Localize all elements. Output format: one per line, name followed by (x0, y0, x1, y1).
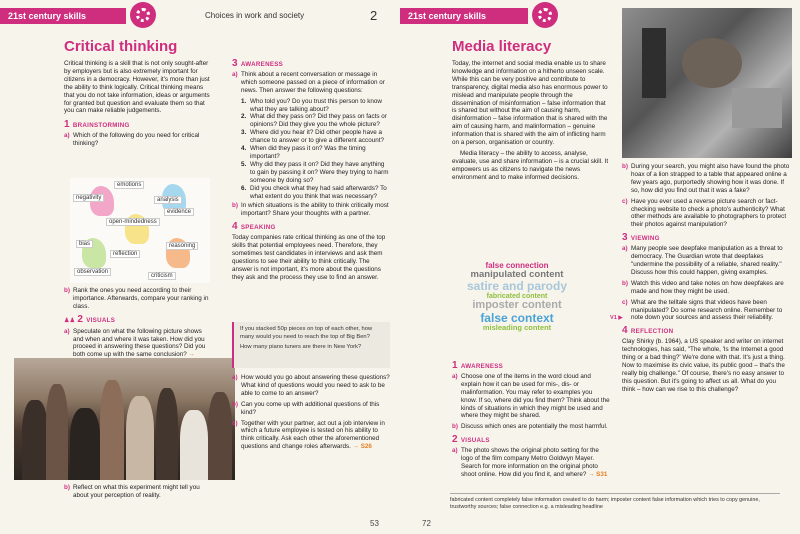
word-label: evidence (164, 208, 194, 216)
section-2-heading: ♟♟ 2 VISUALS (64, 313, 116, 325)
footnote: fabricated content completely false information created to do harm; imposter content false information which tries to copy genuine, trustworthy sources; false connection e.g. a misleading headline (450, 493, 780, 511)
section-1-heading: 1 AWARENESS (452, 360, 504, 371)
speaking-text: Today companies rate critical thinking as one of the top skills that potential employees need. Therefore, they sometimes test candidates in interviews and ask them questions to see their ability to think critically. The answer is not important, it's more about the questions they ask and the process they use to find an answer. (232, 234, 386, 281)
word-label: reflection (110, 250, 140, 258)
chapter-number: 2 (370, 8, 378, 23)
list-item: 4. When did they pass it on? Was the timing important? (241, 145, 366, 160)
page-title: Media literacy (452, 38, 552, 55)
task-2b: b) During your search, you might also have found the photo hoax of a lion strapped to a table that appeared online a few years ago, purportedly showing how it was done. If so, how did you find out that it was a fake? (622, 163, 790, 194)
cloud-word: fabricated content (486, 292, 548, 300)
intro-text-2: Media literacy – the ability to access, analyse, evaluate, use and share information – is a crucial skill. It empowers us as citizens to navigate the news environment and to make informed decisions. (452, 149, 609, 181)
word-label: observation (74, 268, 111, 276)
reflection-text: Clay Shirky (b. 1964), a US speaker and writer on internet technologies, has said, "The whole, 'Is the Internet a good thing or a bad thing?' We're done with that. It's just a thing. Now to maximise its civic value, its public good – that's the really big challenge." Of course, there's no easy answer to this question. But it's going to affect us all. What do you think – how can we rise to this challenge? (622, 338, 785, 393)
cloud-word: false context (480, 310, 554, 325)
word-label: bias (76, 240, 93, 248)
task-4a: a) How would you go about answering these questions? What kind of questions would you need to ask to be able to come to an answer? (232, 374, 390, 397)
cloud-word: satire and parody (466, 279, 568, 294)
task-2a: a) The photo shows the original photo setting for the logo of the film company Metro Goldwyn Mayer. Search for more information on the original photo shoot online. How did you find it, and where? → S31 (452, 447, 608, 478)
intro-text: Today, the internet and social media enable us to share knowledge and information on a hitherto unseen scale. While this can be very positive and contribute to transparency, digital media also has enormous power to mislead and manipulate people through the dissemination of misinformation – false information that is shared but without the aim of causing harm, disinformation – false information that is shared with the aim of causing harm, and malinformation – genuine information that is shared with the aim of inflicting harm on a person, organisation or country. (452, 60, 608, 147)
task-3a: a) Many people see deepfake manipulation as a threat to democracy. The Guardian wrote that deepfakes "undermine the possibility of a reliable, shared reality." Discuss how this could happen, giving examples. (622, 245, 783, 276)
quote-1: If you stacked 50p pieces on top of each other, how many would you need to reach the top of Big Ben? (240, 326, 373, 340)
cloud-word: imposter content (472, 299, 562, 312)
quote-2: How many piano tuners are there in New York? (240, 343, 362, 350)
pair-work-icon: ♟♟ (64, 317, 76, 324)
left-column-2b (232, 374, 390, 454)
word-label: criticism (148, 272, 176, 280)
video-icon[interactable]: V1 ▶ (610, 315, 623, 321)
section-3-heading: 3 VIEWING (622, 232, 660, 244)
left-column-1 (64, 60, 212, 151)
task-1a: a) Choose one of the items in the word cloud and explain how it can be used for mis-, dis- or malinformation. You may refer to examples you know. If so, where did you find them? Think about the kinds of situations in which they might be used and where they might be shared. (452, 372, 610, 420)
right-column-1b (452, 362, 610, 482)
reference-link[interactable]: → S26 (352, 443, 372, 451)
cloud-word: false connection (485, 261, 549, 270)
word-label: analysis (154, 196, 182, 204)
list-item: 5. Why did they pass it on? Did they have anything to gain by passing it on? Were they trying to harm someone by doing so? (241, 160, 389, 184)
reference-link[interactable]: → (188, 351, 195, 359)
left-column-2 (232, 60, 390, 285)
word-cloud (452, 262, 582, 346)
lion-photo (622, 8, 792, 158)
word-label: reasoning (166, 242, 198, 250)
task-3b: b) In which situations is the ability to think critically most important? Share your thoughts with a partner. (232, 202, 389, 218)
word-label: negativity (73, 194, 104, 202)
task-1a: a) Which of the following do you need for critical thinking? (64, 132, 200, 148)
section-1-heading: 1 BRAINSTORMING (64, 119, 130, 131)
task-4c: c) Together with your partner, act out a job interview in which a future employee is tested on his ability to think critically. Ask each other the aforementioned questions and change roles afterwards. → S26 (232, 419, 385, 451)
task-2b: b) Reflect on what this experiment might tell you about your perception of reality. (64, 484, 200, 499)
task-2a: a) Speculate on what the following picture shows and when and where it was taken. How did you proceed in answering these questions? Did you both come up with the same conclusion? → (64, 328, 212, 368)
task-4b: b) Can you come up with additional questions of this kind? (232, 400, 380, 416)
task-3c: c) What are the telltale signs that videos have been manipulated? Do some research online. Remember to note down your sources and assess their reliability. (622, 298, 783, 322)
chapter-title: Choices in work and society (205, 11, 305, 20)
word-label: open-mindedness (106, 218, 160, 226)
task-3b: b) Watch this video and take notes on how deepfakes are made and how they might be used. (622, 279, 784, 295)
task-1b: b) Rank the ones you need according to their importance. Afterwards, compare your ranking in class. (64, 287, 209, 310)
list-item: 2. What did they pass on? Did they pass on facts or opinions? Did they give you the whole picture? (241, 113, 387, 129)
section-tab: 21st century skills (0, 8, 126, 24)
task-2c: c) Have you ever used a reverse picture search or fact-checking website to check a photo's authenticity? What other methods are available to photographers to protect their photos against manipulation? (622, 197, 787, 229)
list-item: 6. Did you check what they had said afterwards? To what extent do you think that was necessary? (241, 184, 387, 200)
right-column-1 (452, 60, 610, 185)
question-list (232, 98, 390, 201)
page-title: Critical thinking (64, 38, 178, 55)
section-3-heading: 3 AWARENESS (232, 58, 284, 69)
cloud-word: manipulated content (470, 269, 564, 281)
task-3a: a) Think about a recent conversation or message in which someone passed on a piece of information or news. Then answer the following questions: (232, 70, 385, 94)
right-column-2 (622, 163, 790, 397)
list-item: 1. Who told you? Do you trust this person to know what they are talking about? (241, 97, 382, 113)
word-label: emotions (114, 181, 144, 189)
left-column-1c (64, 484, 212, 503)
cloud-word: misleading content (482, 323, 552, 333)
page-number: 72 (422, 519, 431, 528)
crowd-photo (14, 358, 235, 480)
intro-text: Critical thinking is a skill that is not only sought-after by employers but is also extremely important for citizens in a democracy. However, it's more than just the ability to think logically. Critical thinking means that you do not take information, ideas or arguments for granted but question and evaluate them so that you can make reliable judgements. (64, 60, 210, 115)
section-4-heading: 4 REFLECTION (622, 325, 674, 337)
task-1b: b) Discuss which ones are potentially the most harmful. (452, 423, 608, 431)
skills-badge-icon (130, 2, 156, 28)
list-item: 3. Where did you hear it? Did other people have a chance to answer or to give a different account? (241, 129, 384, 145)
brainstorm-image (70, 178, 210, 283)
section-4-heading: 4 SPEAKING (232, 221, 276, 233)
page-number: 53 (370, 519, 379, 528)
section-tab: 21st century skills (400, 8, 528, 24)
interview-quote-box (232, 322, 390, 368)
reference-link[interactable]: → S31 (588, 470, 608, 478)
section-2-heading: 2 VISUALS (452, 434, 490, 446)
skills-badge-icon (532, 2, 558, 28)
